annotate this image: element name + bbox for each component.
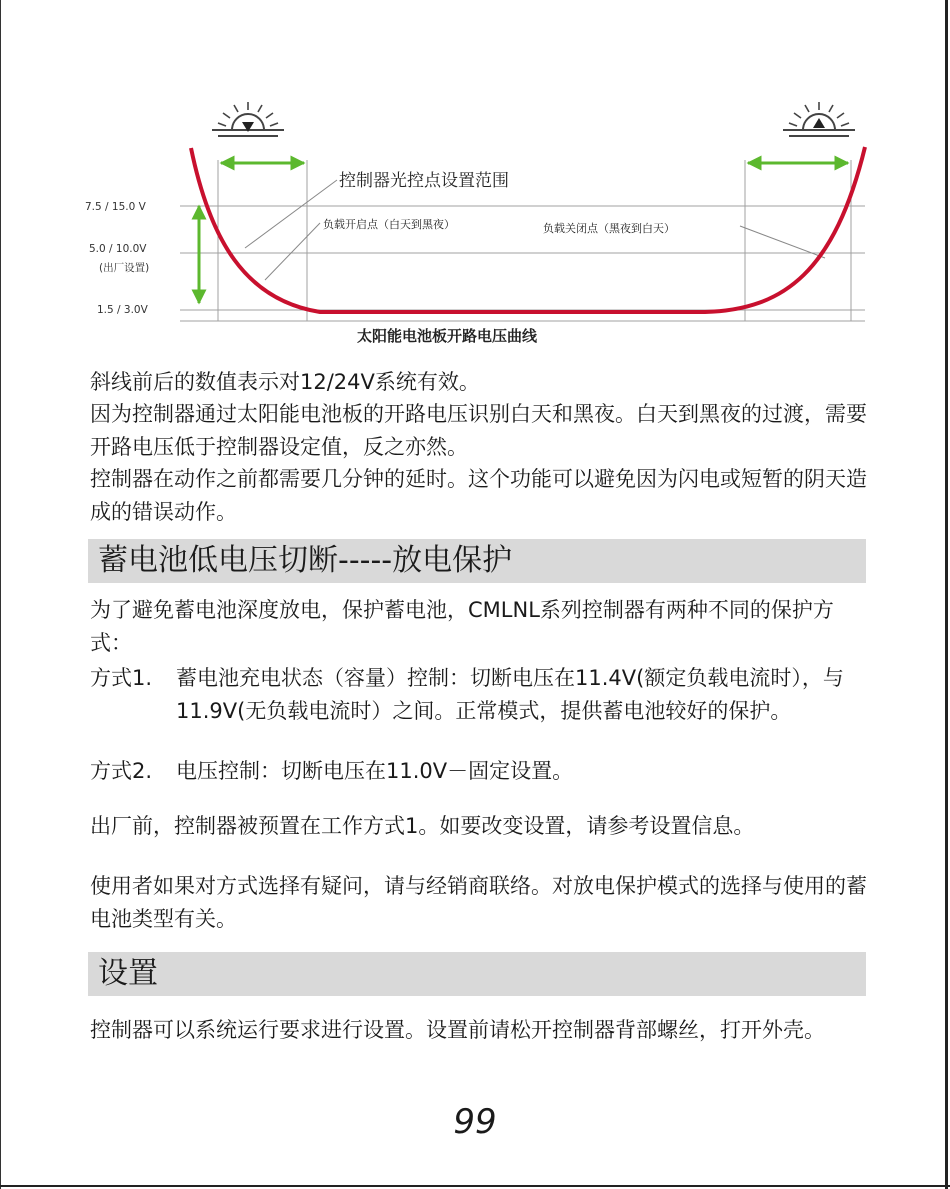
note-slash-values: 斜线前后的数值表示对12/24V系统有效。 [90,370,480,394]
section-heading-discharge-protection: 蓄电池低电压切断-----放电保护 [88,539,866,583]
sunrise-icon [783,102,855,136]
page-border-left [0,0,1,1189]
method-1 [90,662,870,761]
leader-line [245,180,337,248]
method-1-text: 蓄电池充电状态（容量）控制：切断电压在11.4V(额定负载电流时），与11.9V(无负载电流时）之间。正常模式，提供蓄电池较好的保护。 [176,666,844,723]
page-border-bottom [0,1185,950,1187]
dealer-contact-note: 使用者如果对方式选择有疑问，请与经销商联络。对放电保护模式的选择与使用的蓄电池类型有关。 [90,874,867,931]
y-label-mid: 5.0 / 10.0V [89,243,147,255]
curve-label: 太阳能电池板开路电压曲线 [357,327,538,345]
method-1-label: 方式1. [90,666,153,690]
page-number: 99 [453,1102,497,1142]
y-label-high: 7.5 / 15.0 V [85,201,146,213]
factory-setting-note: 出厂前，控制器被预置在工作方式1。如要改变设置，请参考设置信息。 [90,814,755,838]
load-off-label: 负载关闭点（黑夜到白天） [543,222,675,235]
y-label-low: 1.5 / 3.0V [97,304,148,316]
method-2-label: 方式2. [90,759,153,783]
discharge-intro: 为了避免蓄电池深度放电，保护蓄电池，CMLNL系列控制器有两种不同的保护方式： [90,598,834,655]
sunset-icon [212,102,284,136]
method-2 [90,755,870,788]
load-on-label: 负载开启点（白天到黑夜） [323,218,455,231]
range-label: 控制器光控点设置范围 [339,171,509,191]
leader-line [265,223,320,280]
page-border-right [945,0,948,1189]
y-label-factory: (出厂设置) [99,262,150,274]
solar-voltage-curve [191,147,865,312]
note-delay: 控制器在动作之前都需要几分钟的延时。这个功能可以避免因为闪电或短暂的阴天造成的错误动作。 [90,467,867,524]
settings-text: 控制器可以系统运行要求进行设置。设置前请松开控制器背部螺丝，打开外壳。 [90,1018,825,1042]
solar-voltage-diagram [85,100,870,355]
section-heading-settings: 设置 [88,952,866,996]
note-day-night-detection: 因为控制器通过太阳能电池板的开路电压识别白天和黑夜。白天到黑夜的过渡，需要开路电压低于控制器设定值，反之亦然。 [90,402,867,459]
method-2-text: 电压控制：切断电压在11.0V－固定设置。 [176,759,574,783]
